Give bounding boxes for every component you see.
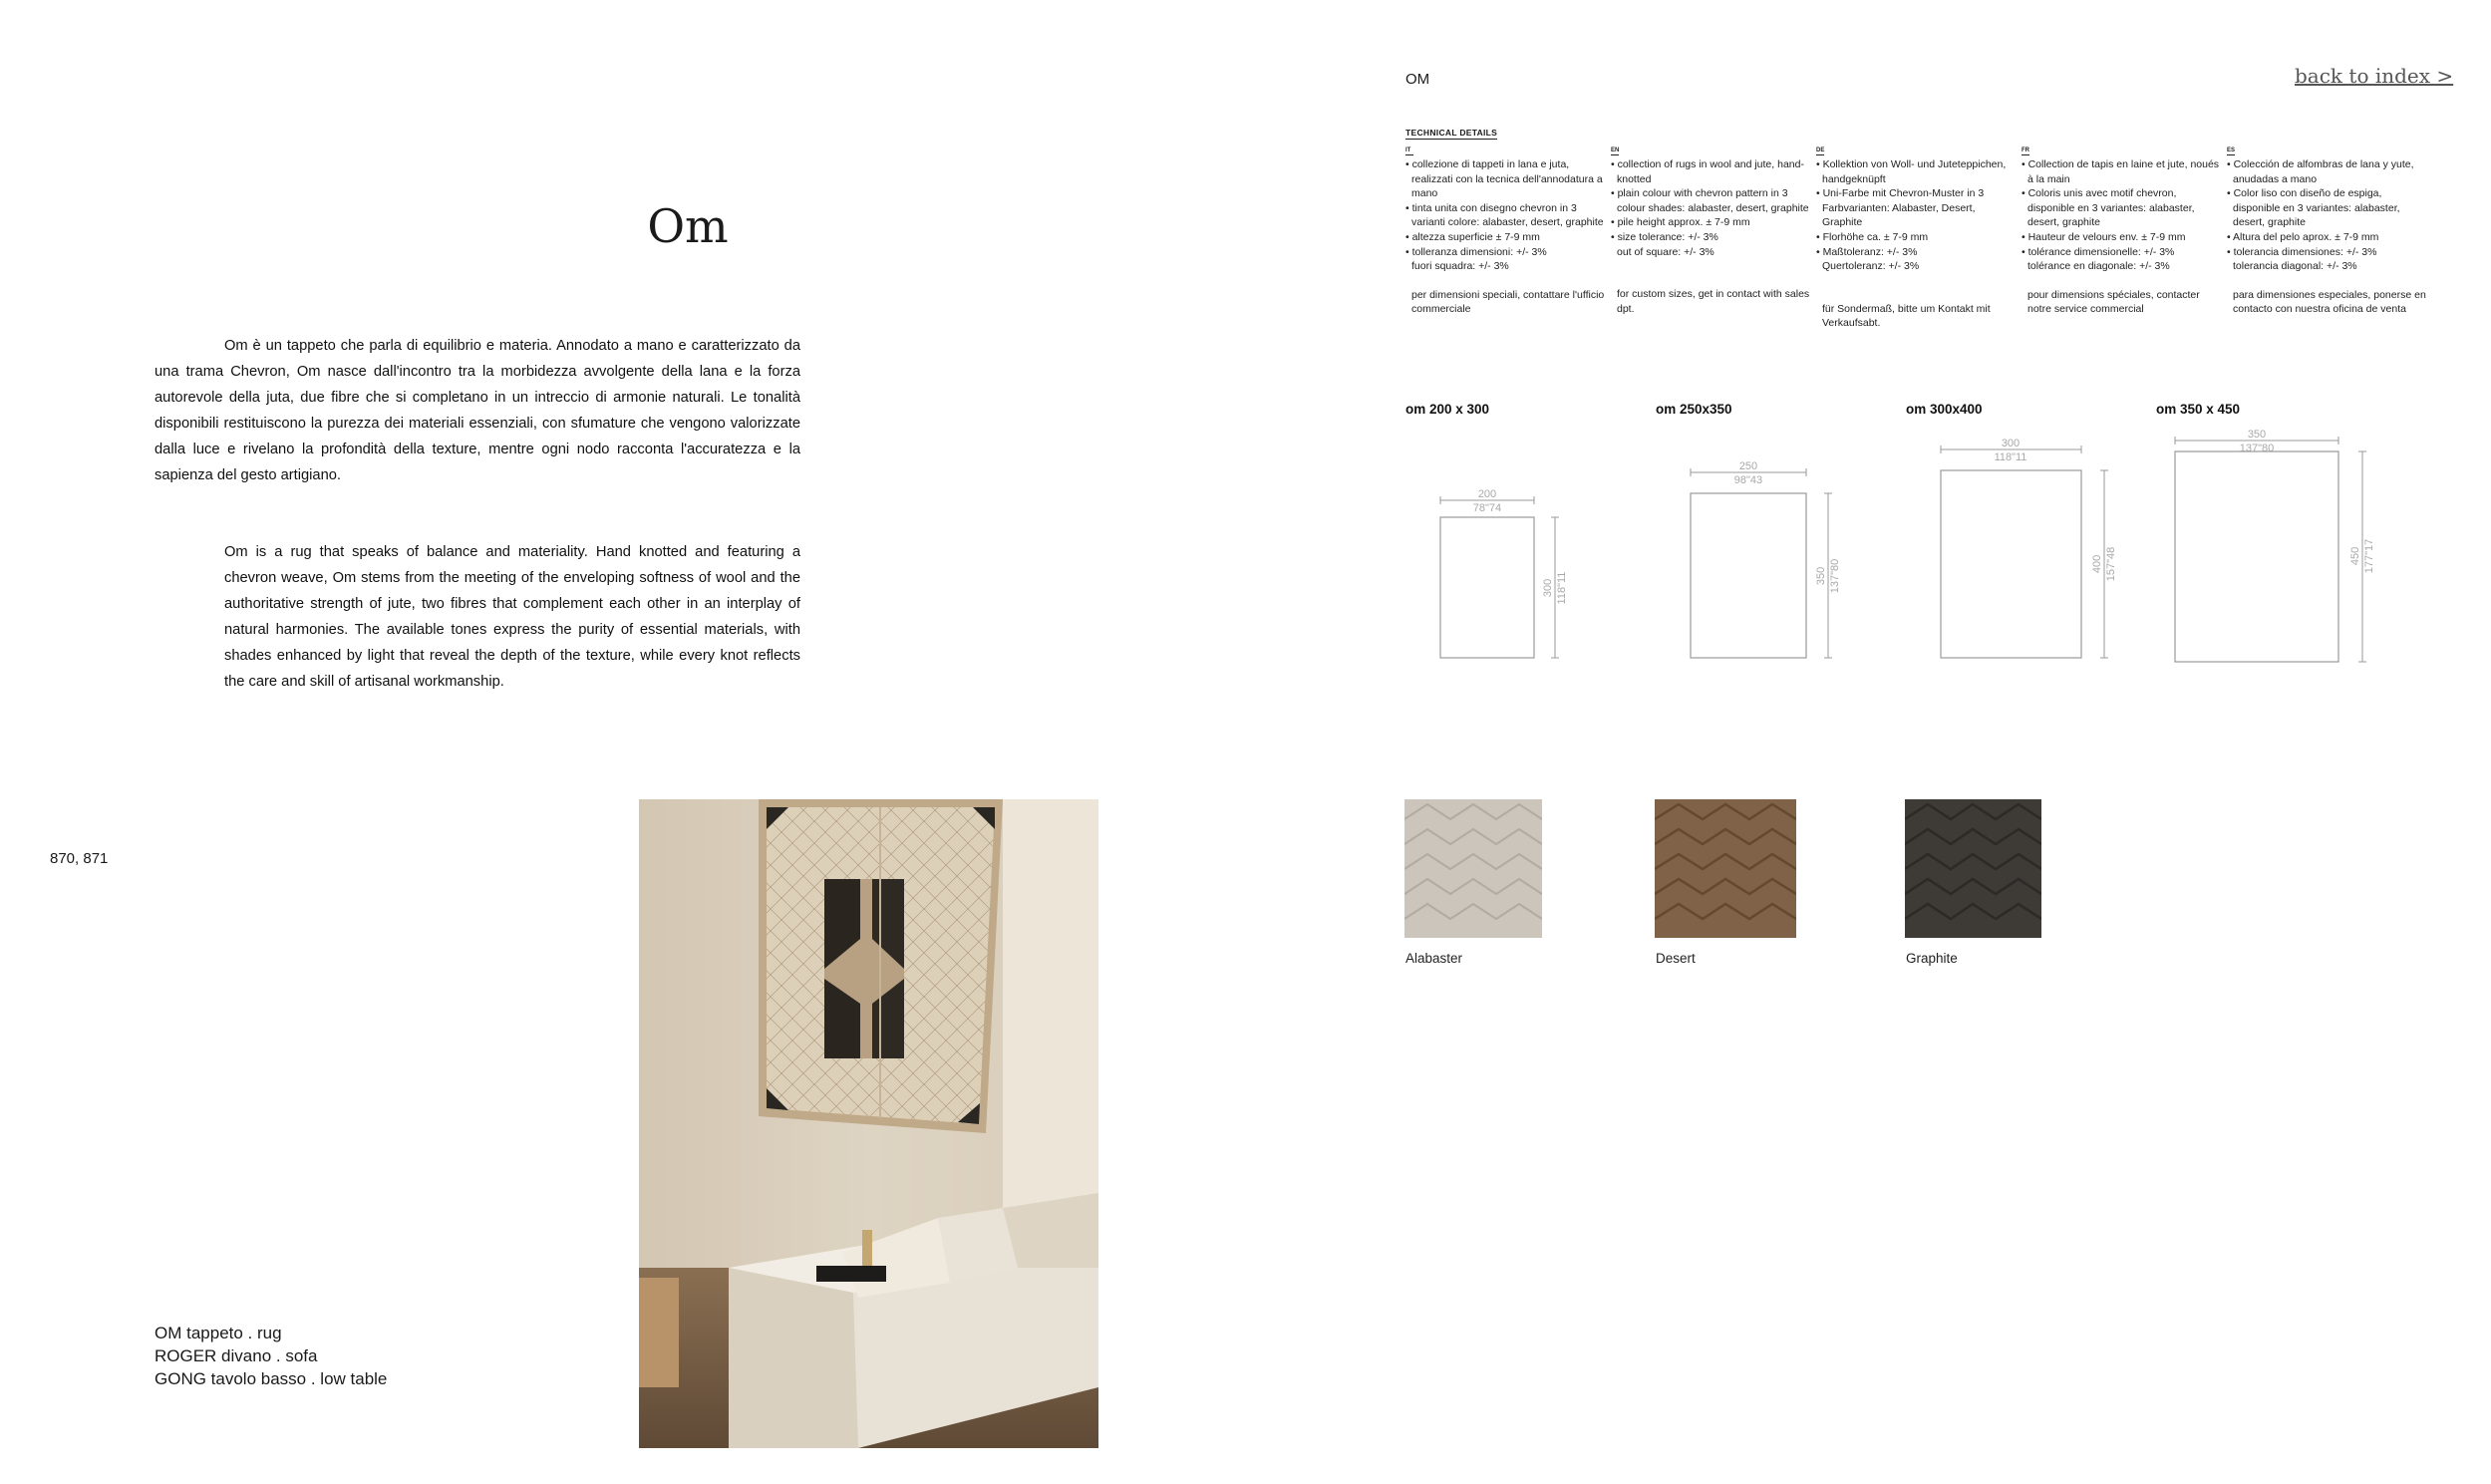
rug-outline-250x350 (1691, 460, 1841, 658)
tech-note: for custom sizes, get in contact with sales dpt. (1617, 288, 1810, 315)
swatch-label: Alabaster (1405, 951, 1463, 966)
product-title: Om (647, 199, 729, 253)
tech-item: tolérance en diagonale: +/- 3% (2027, 260, 2170, 273)
length-cm-label: 400 (2091, 554, 2103, 574)
tech-item: • Hauteur de velours env. ± 7-9 mm (2022, 230, 2186, 243)
width-in-label: 137"80 (2239, 443, 2275, 454)
language-code: IT (1405, 147, 1413, 155)
tech-column-de (1816, 147, 2016, 331)
tech-item: Quertoleranz: +/- 3% (1822, 260, 1920, 273)
photo-caption (155, 1322, 387, 1390)
length-cm-label: 450 (2349, 546, 2361, 566)
tech-column-fr (2022, 147, 2221, 317)
interior-photo (639, 799, 1098, 1448)
tech-note: pour dimensions spéciales, contacter notre service commercial (2027, 288, 2200, 316)
size-label: om 250x350 (1656, 402, 1732, 417)
language-code: ES (2227, 148, 2236, 153)
tech-item: • tinta unita con disegno chevron in 3 varianti colore: alabaster, desert, graphite (1405, 201, 1604, 229)
length-cm-label: 350 (1815, 566, 1827, 586)
size-drawings (1396, 419, 2392, 678)
caption-line: OM tappeto . rug (155, 1324, 282, 1342)
length-in-label: 177"17 (2363, 538, 2375, 574)
width-cm-label: 300 (2001, 438, 2021, 449)
length-cm-label: 300 (1542, 578, 1554, 598)
width-in-label: 78"74 (1472, 502, 1502, 514)
section-heading: OM (1405, 71, 1430, 88)
tech-item: • Maßtoleranz: +/- 3% (1816, 245, 1918, 258)
tech-item: • Colección de alfombras de lana y yute, anudadas a mano (2227, 158, 2414, 185)
length-in-label: 118"11 (1556, 571, 1568, 605)
tech-item: • Uni-Farbe mit Chevron-Muster in 3 Farbvarianten: Alabaster, Desert, Graphite (1816, 187, 1985, 229)
description-english: Om is a rug that speaks of balance and materiality. Hand knotted and featuring a chevron weave, Om stems from the meeting of the enveloping softness of wool and the authoritative strength of jute, two fibres that complement each other in an interplay of natural harmonies. The available tones express the purity of essential materials, with shades enhanced by light that reveal the depth of the texture, while every knot reflects the care and skill of artisanal workmanship. (224, 544, 800, 690)
width-cm-label: 200 (1477, 488, 1497, 500)
width-in-label: 118"11 (1994, 451, 2027, 463)
width-cm-label: 350 (2247, 429, 2267, 441)
tech-item: • Florhöhe ca. ± 7-9 mm (1816, 230, 1929, 243)
tech-item: • size tolerance: +/- 3% (1611, 230, 1718, 243)
size-label: om 350 x 450 (2156, 402, 2241, 417)
tech-item: • collezione di tappeti in lana e juta, realizzati con la tecnica dell'annodatura a mano (1405, 158, 1603, 200)
tech-note: per dimensioni speciali, contattare l'ufficio commerciale (1411, 288, 1605, 316)
tech-item: • Color liso con diseño de espiga, disponible en 3 variantes: alabaster, desert, graphite (2227, 187, 2400, 229)
tech-column-es (2227, 147, 2426, 317)
swatch-desert (1655, 799, 1796, 938)
size-label: om 300x400 (1906, 402, 1983, 417)
rug-outline-300x400 (1941, 438, 2117, 658)
swatch-graphite (1905, 799, 2041, 938)
tech-item: fuori squadra: +/- 3% (1411, 260, 1509, 273)
caption-line: ROGER divano . sofa (155, 1346, 318, 1365)
width-in-label: 98"43 (1733, 474, 1763, 486)
tech-item: • tolerancia dimensiones: +/- 3% (2227, 245, 2377, 258)
tech-item: • Altura del pelo aprox. ± 7-9 mm (2227, 230, 2379, 243)
description-italian (155, 333, 800, 488)
tech-column-it (1405, 147, 1605, 317)
tech-note: für Sondermaß, bitte um Kontakt mit Verkaufsabt. (1822, 302, 1991, 330)
tech-item: • plain colour with chevron pattern in 3 colour shades: alabaster, desert, graphite (1611, 187, 1809, 214)
tech-note: para dimensiones especiales, ponerse en contacto con nuestra oficina de venta (2233, 288, 2426, 316)
tech-item: • tolleranza dimensioni: +/- 3% (1405, 245, 1547, 258)
tech-column-en (1611, 147, 1810, 316)
tech-item: • Collection de tapis en laine et jute, noués à la main (2022, 158, 2220, 185)
tech-item: out of square: +/- 3% (1617, 245, 1714, 258)
tech-item: • collection of rugs in wool and jute, hand-knotted (1611, 158, 1804, 185)
tech-item: • Coloris unis avec motif chevron, disponible en 3 variantes: alabaster, desert, graphite (2022, 187, 2195, 229)
length-in-label: 157"48 (2105, 546, 2117, 582)
back-to-index-link[interactable]: back to index > (2295, 64, 2454, 88)
swatch-alabaster (1404, 799, 1542, 938)
tech-item: • altezza superficie ± 7-9 mm (1405, 230, 1540, 243)
rug-outline-350x450 (2175, 429, 2375, 662)
length-in-label: 137"80 (1829, 558, 1841, 594)
rug-outline-200x300 (1440, 488, 1568, 658)
tech-item: • tolérance dimensionelle: +/- 3% (2022, 245, 2175, 258)
description-italian-text: Om è un tappeto che parla di equilibrio e materia. Annodato a mano e caratterizzato da una trama Chevron, Om nasce dall'incontro tra la morbidezza avvolgente della lana e la forza autorevole della juta, due fibre che si completano in un intreccio di armonie naturali. Le tonalità disponibili restituiscono la purezza dei materiali essenziali, con sfumature che vengono valorizzate dalla luce e rivelano la profondità della texture, mentre ogni nodo racconta l'accuratezza e la sapienza del gesto artigiano. (155, 338, 800, 483)
caption-line: GONG tavolo basso . low table (155, 1369, 388, 1388)
tech-item: • pile height approx. ± 7-9 mm (1611, 216, 1750, 229)
page-numbers: 870, 871 (50, 850, 109, 867)
language-code: DE (1816, 148, 1825, 153)
swatch-label: Graphite (1906, 951, 1958, 966)
language-code: EN (1611, 148, 1620, 153)
swatch-label: Desert (1656, 951, 1696, 966)
language-code: FR (2022, 148, 2029, 153)
tech-item: tolerancia diagonal: +/- 3% (2233, 260, 2357, 273)
technical-details-title: TECHNICAL DETAILS (1405, 128, 1498, 138)
tech-item: • Kollektion von Woll- und Juteteppichen, handgeknüpft (1816, 158, 2007, 185)
width-cm-label: 250 (1738, 460, 1758, 472)
size-label: om 200 x 300 (1405, 402, 1490, 417)
